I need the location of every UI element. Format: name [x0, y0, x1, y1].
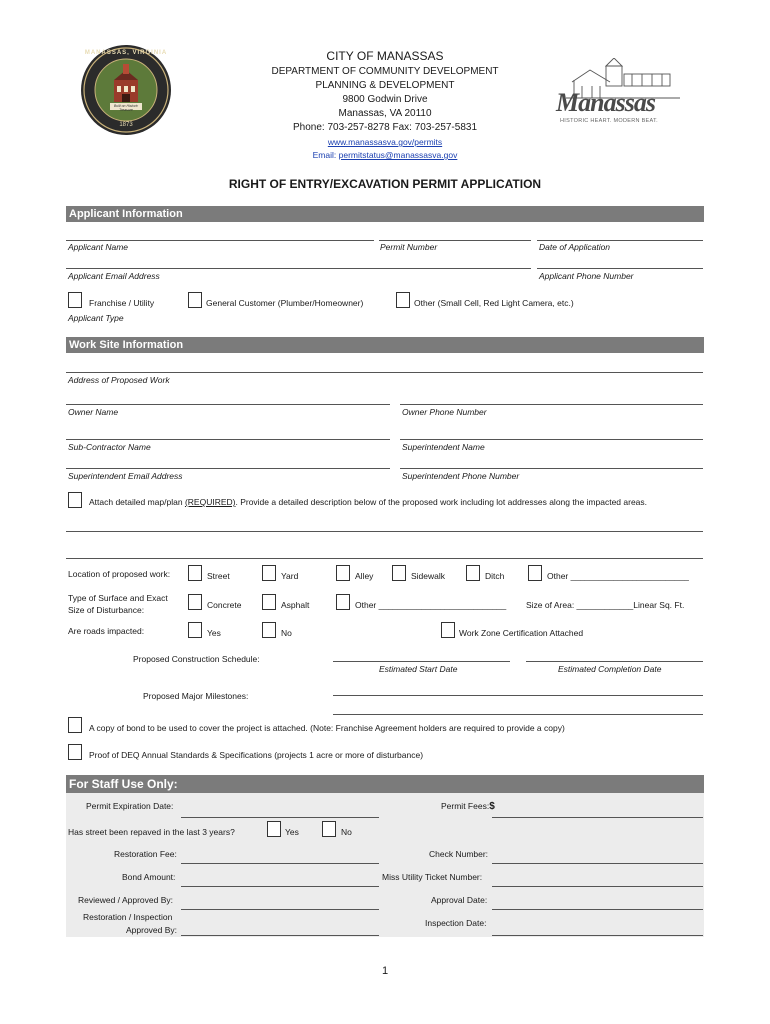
roads-yes-label: Yes	[207, 628, 221, 638]
surf-asphalt-checkbox[interactable]	[262, 594, 276, 610]
check-number-label: Check Number:	[429, 849, 489, 859]
loc-ditch-checkbox[interactable]	[466, 565, 480, 581]
general-customer-checkbox[interactable]	[188, 292, 202, 308]
bond-checkbox[interactable]	[68, 717, 82, 733]
repaved-no-checkbox[interactable]	[322, 821, 336, 837]
surf-other-label: Other ___________________________	[355, 600, 507, 610]
permit-number-label: Permit Number	[380, 242, 438, 252]
loc-alley-label: Alley	[355, 571, 374, 581]
approval-date-field[interactable]	[492, 909, 703, 910]
superintendent-name-field[interactable]	[400, 439, 703, 440]
surf-other-checkbox[interactable]	[336, 594, 350, 610]
other-applicant-checkbox[interactable]	[396, 292, 410, 308]
superintendent-phone-label: Superintendent Phone Number	[402, 471, 520, 481]
owner-name-field[interactable]	[66, 404, 390, 405]
applicant-phone-field[interactable]	[537, 268, 703, 269]
owner-name-label: Owner Name	[68, 407, 119, 417]
loc-ditch-label: Ditch	[485, 571, 505, 581]
reviewed-by-field[interactable]	[181, 909, 379, 910]
permit-fees-label	[441, 801, 495, 812]
logo-name: Manassas	[556, 88, 655, 117]
subcontractor-label: Sub-Contractor Name	[68, 442, 151, 452]
surf-asphalt-label: Asphalt	[281, 600, 310, 610]
start-date-field[interactable]	[333, 661, 510, 662]
franchise-utility-label: Franchise / Utility	[89, 298, 155, 308]
check-number-field[interactable]	[492, 863, 703, 864]
completion-date-field[interactable]	[526, 661, 703, 662]
surface-label-2: Size of Disturbance:	[68, 605, 145, 615]
header-citystate: Manassas, VA 20110	[338, 108, 432, 119]
seal-motto: Built on Historic Treasure	[113, 104, 139, 112]
superintendent-phone-field[interactable]	[400, 468, 703, 469]
work-zone-cert-checkbox[interactable]	[441, 622, 455, 638]
deq-checkbox[interactable]	[68, 744, 82, 760]
header-department: DEPARTMENT OF COMMUNITY DEVELOPMENT	[271, 66, 499, 77]
header-city: CITY OF MANASSAS	[326, 49, 444, 63]
attach-map-required: (REQUIRED)	[184, 497, 236, 507]
superintendent-email-label: Superintendent Email Address	[68, 471, 183, 481]
permit-expiration-label: Permit Expiration Date:	[86, 801, 174, 811]
surf-concrete-checkbox[interactable]	[188, 594, 202, 610]
other-applicant-label: Other (Small Cell, Red Light Camera, etc.)	[414, 298, 574, 308]
deq-text: Proof of DEQ Annual Standards & Specifications (projects 1 acre or more of disturbance)	[89, 750, 424, 760]
applicant-email-label: Applicant Email Address	[68, 271, 160, 281]
seal-top-text: MANASSAS, VIRGINIA	[84, 50, 168, 56]
bond-text: A copy of bond to be used to cover the project is attached. (Note: Franchise Agreement holders are required to provide a copy)	[89, 723, 565, 733]
applicant-email-field[interactable]	[66, 268, 531, 269]
loc-street-checkbox[interactable]	[188, 565, 202, 581]
milestones-label: Proposed Major Milestones:	[143, 691, 249, 701]
description-line-2[interactable]	[66, 558, 703, 559]
franchise-utility-checkbox[interactable]	[68, 292, 82, 308]
permit-expiration-field[interactable]	[181, 817, 379, 818]
header-email-link[interactable]: permitstatus@manassasva.gov	[338, 150, 458, 160]
schedule-label: Proposed Construction Schedule:	[133, 654, 260, 664]
milestones-line-1[interactable]	[333, 695, 703, 696]
worksite-section-header: Work Site Information	[66, 337, 704, 353]
location-label: Location of proposed work:	[68, 569, 171, 579]
header-email-line	[0, 148, 770, 162]
seal-year: 1873	[119, 122, 133, 128]
permit-number-field[interactable]	[379, 240, 531, 241]
applicant-name-field[interactable]	[66, 240, 374, 241]
repaved-yes-checkbox[interactable]	[267, 821, 281, 837]
roads-no-label: No	[281, 628, 292, 638]
superintendent-name-label: Superintendent Name	[402, 442, 485, 452]
surf-concrete-label: Concrete	[207, 600, 242, 610]
work-zone-cert-label: Work Zone Certification Attached	[459, 628, 584, 638]
roads-yes-checkbox[interactable]	[188, 622, 202, 638]
loc-other-label: Other _________________________	[547, 571, 689, 581]
repaved-yes-label: Yes	[285, 827, 299, 837]
permit-fees-text: Permit Fees:	[441, 801, 490, 811]
repaved-label: Has street been repaved in the last 3 years?	[68, 827, 235, 837]
header-email-label: Email:	[312, 150, 339, 160]
start-date-label: Estimated Start Date	[379, 664, 458, 674]
logo-tagline: HISTORIC HEART. MODERN BEAT.	[560, 118, 658, 124]
size-of-area-label: Size of Area: ____________Linear Sq. Ft.	[526, 600, 685, 610]
work-address-field[interactable]	[66, 372, 703, 373]
restoration-fee-label: Restoration Fee:	[114, 849, 177, 859]
description-line-1[interactable]	[66, 531, 703, 532]
miss-utility-label: Miss Utility Ticket Number:	[382, 872, 483, 882]
header-website-link[interactable]: www.manassasva.gov/permits	[327, 137, 443, 147]
header-street: 9800 Godwin Drive	[342, 94, 428, 105]
bond-amount-field[interactable]	[181, 886, 379, 887]
attach-map-suffix: . Provide a detailed description below of the proposed work including lot addresses along the impacted areas.	[235, 497, 648, 507]
reviewed-by-label: Reviewed / Approved By:	[78, 895, 173, 905]
subcontractor-field[interactable]	[66, 439, 390, 440]
restoration-approved-label-2: Approved By:	[126, 925, 178, 935]
application-date-field[interactable]	[537, 240, 703, 241]
work-address-label: Address of Proposed Work	[68, 375, 170, 385]
applicant-type-label: Applicant Type	[68, 313, 124, 323]
approval-date-label: Approval Date:	[431, 895, 488, 905]
restoration-approved-label-1: Restoration / Inspection	[83, 912, 173, 922]
attach-map-text	[89, 497, 647, 507]
owner-phone-label: Owner Phone Number	[402, 407, 487, 417]
owner-phone-field[interactable]	[400, 404, 703, 405]
roads-no-checkbox[interactable]	[262, 622, 276, 638]
page-number: 1	[381, 965, 389, 977]
surface-label-1: Type of Surface and Exact	[68, 593, 168, 603]
applicant-name-label: Applicant Name	[68, 242, 129, 252]
loc-street-label: Street	[207, 571, 230, 581]
restoration-approved-field[interactable]	[181, 935, 379, 936]
attach-map-checkbox[interactable]	[68, 492, 82, 508]
loc-alley-checkbox[interactable]	[336, 565, 350, 581]
applicant-phone-label: Applicant Phone Number	[539, 271, 634, 281]
completion-date-label: Estimated Completion Date	[558, 664, 662, 674]
inspection-date-label: Inspection Date:	[425, 918, 487, 928]
repaved-no-label: No	[341, 827, 352, 837]
header-website-line	[0, 135, 770, 149]
milestones-line-2[interactable]	[333, 714, 703, 715]
loc-other-checkbox[interactable]	[528, 565, 542, 581]
application-date-label: Date of Application	[539, 242, 611, 252]
loc-sidewalk-checkbox[interactable]	[392, 565, 406, 581]
header-phone: Phone: 703-257-8278 Fax: 703-257-5831	[292, 122, 478, 133]
manassas-logo	[552, 58, 692, 128]
form-title: RIGHT OF ENTRY/EXCAVATION PERMIT APPLICATION	[228, 177, 542, 191]
loc-yard-checkbox[interactable]	[262, 565, 276, 581]
loc-sidewalk-label: Sidewalk	[411, 571, 446, 581]
loc-yard-label: Yard	[281, 571, 299, 581]
attach-map-prefix: Attach detailed map/plan	[89, 497, 185, 507]
applicant-section-header: Applicant Information	[66, 206, 704, 222]
roads-impacted-label: Are roads impacted:	[68, 626, 145, 636]
header-division: PLANNING & DEVELOPMENT	[315, 80, 455, 91]
restoration-fee-field[interactable]	[181, 863, 379, 864]
permit-fees-symbol: $	[489, 801, 495, 812]
general-customer-label: General Customer (Plumber/Homeowner)	[206, 298, 364, 308]
staff-section-header: For Staff Use Only:	[66, 775, 704, 793]
superintendent-email-field[interactable]	[66, 468, 390, 469]
permit-fees-field[interactable]	[492, 817, 703, 818]
bond-amount-label: Bond Amount:	[122, 872, 176, 882]
inspection-date-field[interactable]	[492, 935, 703, 936]
miss-utility-field[interactable]	[492, 886, 703, 887]
